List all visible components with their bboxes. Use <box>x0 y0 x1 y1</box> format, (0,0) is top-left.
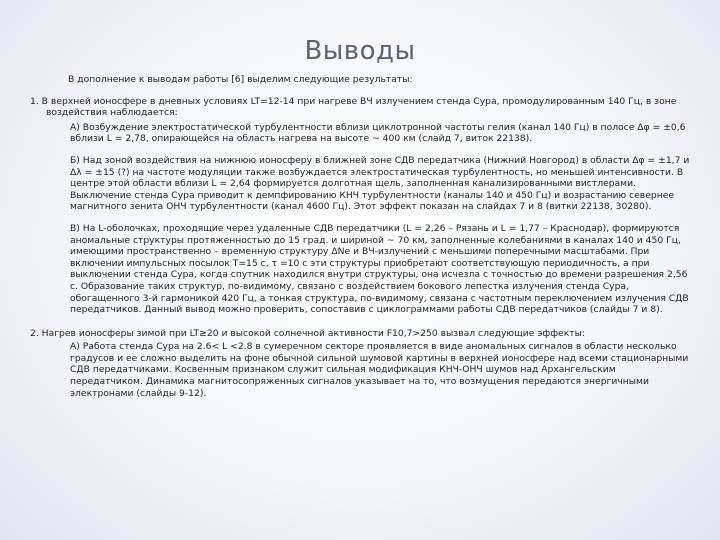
conclusion-2-a: А) Работа стенда Сура на 2.6< L <2.8 в сумеречном секторе проявляется в виде аномальных сигналов в области несколько градусов и ее сложно выделить на фоне обычной сильной шумовой картины в верхней ионосфере над всеми стационарными СДВ передатчиками. Косвенным признаком служит сильная модификация КНЧ-ОНЧ шумов над Архангельским передатчиком. Динамика магнитосопряженных сигналов указывает на то, что возмущения передаются энергичными электронами (слайды 9-12). <box>70 341 689 399</box>
conclusion-1-c: В) На L-оболочках, проходящие через удаленные СДВ передатчики (L = 2,26 – Рязань и L = 1,77 – Краснодар), формируются аномальные структуры протяженностью до 15 град. и шириной ~ 70 км, заполненные колебаниями в каналах 140 и 450 Гц, имеющими пространственно – временную структуру ΔNe и ВЧ-излучений с меньшими поперечными масштабами. При включении импульсных посылок T=15 с, τ =10 с эти структуры приобретают соответствующую периодичность, а при выключении стенда Сура, когда спутник находился внутри структуры, она исчезла с точностью до времени разрешения 2,56 с. Образование таких структур, по-видимому, связано с воздействием бокового лепестка излучения стенда Сура, обогащенного 3-й гармоникой 420 Гц, а тонкая структура, по-видимому, связана с частотным переключением излучения СДВ передатчиков. Данный вывод можно проверить, сопоставив с циклограммами работы СДВ передатчиков (слайды 7 и 8). <box>70 222 689 316</box>
conclusion-1-b: Б) Над зоной воздействия на нижнюю ионосферу в ближней зоне СДВ передатчика (Нижний Новгород) в области Δφ = ±1,7 и Δλ = ±15 (?) на частоте модуляции также возбуждается электростатическая турбулентность, но меньшей интенсивности. В центре этой области вблизи L = 2,64 формируется долготная щель, заполненная канализированными вистлерами. Выключение стенда Сура приводит к демпфированию КНЧ турбулентности (каналы 140 и 450 Гц) и возрастанию севернее магнитного зенита ОНЧ турбулентности (канал 4600 Гц). Этот эффект показан на слайдах 7 и 8 (витки 22138, 30280). <box>70 154 690 213</box>
slide-title: Выводы <box>304 36 416 66</box>
slide-body <box>30 74 690 409</box>
conclusion-1-a: А) Возбуждение электростатической турбулентности вблизи циклотронной частоты гелия (канал 140 Гц) в полосе Δφ = ±0,6 вблизи L = 2,78, опирающейся на область нагрева на высоте ~ 400 км (слайд 7, виток 22138). <box>70 121 686 145</box>
intro-paragraph: В дополнение к выводам работы [6] выделим следующие результаты: <box>68 74 413 85</box>
conclusion-1-lead: 1. В верхней ионосфере в дневных условиях LT=12-14 при нагреве ВЧ излучением стенда Сура, промодулированным 140 Гц, в зоне воздействия наблюдается: <box>30 95 677 119</box>
conclusion-2-lead: 2. Нагрев ионосферы зимой при LT≥20 и высокой солнечной активности F10,7>250 вызвал следующие эффекты: <box>30 327 585 339</box>
